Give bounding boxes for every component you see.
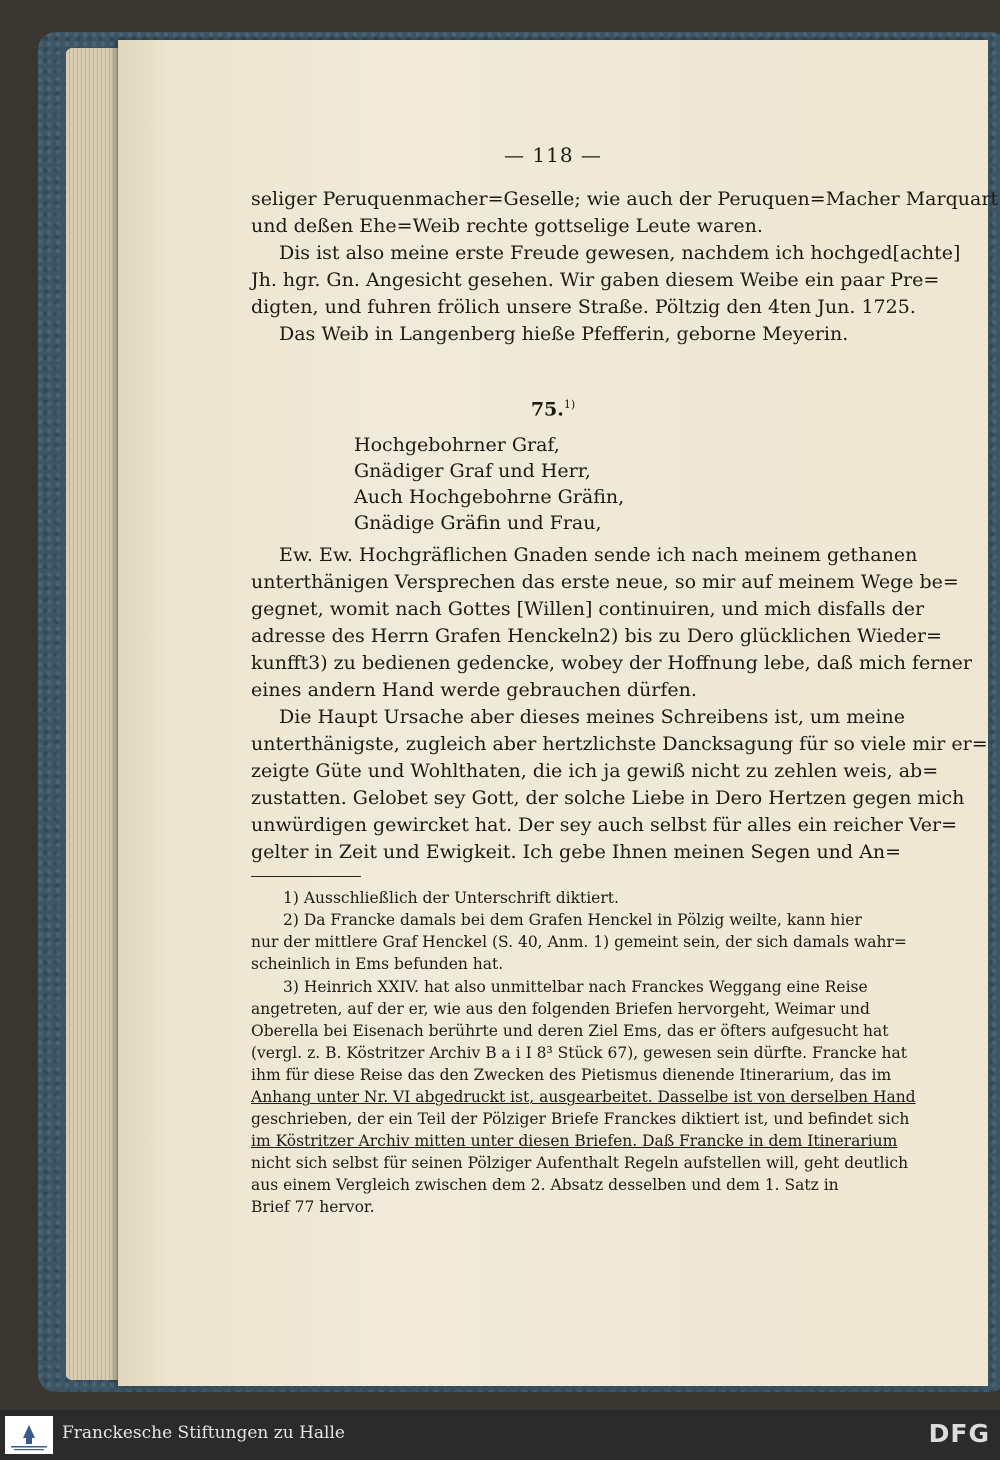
footer-title: Franckesche Stiftungen zu Halle [62, 1423, 345, 1443]
text-line: zustatten. Gelobet sey Gott, der solche Liebe in Dero Hertzen gegen mich [251, 787, 965, 809]
footnote-line: im Köstritzer Archiv mitten unter diesen Briefen. Daß Francke in dem Itinerarium [251, 1132, 898, 1150]
footnote-line: angetreten, auf der er, wie aus den folgenden Briefen hervorgeht, Weimar und [251, 1000, 870, 1018]
footnote-line: (vergl. z. B. Köstritzer Archiv B a i I 8³ Stück 67), gewesen sein dürfte. Francke hat [251, 1044, 908, 1062]
dfg-logo: DFG [928, 1419, 990, 1448]
footnote-line: nur der mittlere Graf Henckel (S. 40, Anm. 1) gemeint sein, der sich damals wahr= [251, 933, 907, 951]
salutation-line: Hochgebohrner Graf, [354, 434, 560, 456]
paragraph-weib: Das Weib in Langenberg hieße Pfefferin, geborne Meyerin. [279, 323, 849, 345]
text-line: Die Haupt Ursache aber dieses meines Schreibens ist, um meine [279, 706, 906, 728]
franckesche-stiftungen-logo-icon [5, 1416, 53, 1454]
footnote-line: 3) Heinrich XXIV. hat also unmittelbar nach Franckes Weggang eine Reise [283, 978, 868, 996]
text-line: Dis ist also meine erste Freude gewesen, nachdem ich hochged[achte] [279, 242, 961, 264]
footnote-line: Oberella bei Eisenach berührte und deren Ziel Ems, das er öfters aufgesucht hat [251, 1022, 889, 1040]
footnote-line: aus einem Vergleich zwischen dem 2. Absatz desselben und dem 1. Satz in [251, 1176, 839, 1194]
text-line: Ew. Ew. Hochgräflichen Gnaden sende ich nach meinem gethanen [279, 544, 918, 566]
text-line: seliger Peruquenmacher=Geselle; wie auch der Peruquen=Macher Marquart [251, 188, 999, 210]
footnote-line: geschrieben, der ein Teil der Pölziger Briefe Franckes diktiert ist, und befindet sich [251, 1110, 910, 1128]
text-line: unwürdigen gewircket hat. Der sey auch selbst für alles ein reicher Ver= [251, 814, 958, 836]
text-line: unterthänigen Versprechen das erste neue, so mir auf meinem Wege be= [251, 571, 959, 593]
text-line: gegnet, womit nach Gottes [Willen] continuiren, und mich disfalls der [251, 598, 925, 620]
footnote-divider [251, 876, 361, 877]
footnote-ref: 1) [563, 398, 576, 411]
text-line: und deßen Ehe=Weib rechte gottselige Leute waren. [251, 215, 763, 237]
footer-bar [0, 1410, 1000, 1460]
book-page [118, 40, 999, 1386]
footnote-line: Anhang unter Nr. VI abgedruckt ist, ausgearbeitet. Dasselbe ist von derselben Hand [251, 1088, 916, 1106]
text-line: gelter in Zeit und Ewigkeit. Ich gebe Ihnen meinen Segen und An= [251, 841, 901, 863]
footnote-line: nicht sich selbst für seinen Pölziger Aufenthalt Regeln aufstellen will, geht deutlich [251, 1154, 909, 1172]
letter-number [118, 392, 988, 422]
footnote-1: 1) Ausschließlich der Unterschrift diktiert. [283, 889, 619, 907]
page-number: — 118 — [504, 143, 602, 167]
text-line: Jh. hgr. Gn. Angesicht gesehen. Wir gaben diesem Weibe ein paar Pre= [251, 269, 940, 291]
text-line: zeigte Güte und Wohlthaten, die ich ja gewiß nicht zu zehlen weis, ab= [251, 760, 939, 782]
salutation-line: Gnädiger Graf und Herr, [354, 460, 591, 482]
salutation-line: Auch Hochgebohrne Gräfin, [354, 486, 625, 508]
text-line: eines andern Hand werde gebrauchen dürfen. [251, 679, 697, 701]
letter-number-value: 75. [530, 398, 564, 421]
salutation-line: Gnädige Gräfin und Frau, [354, 512, 602, 534]
page-edges [66, 48, 126, 1380]
text-line: adresse des Herrn Grafen Henckeln2) bis zu Dero glücklichen Wieder= [251, 625, 942, 647]
footnote-line: Brief 77 hervor. [251, 1198, 375, 1216]
footnote-line: scheinlich in Ems befunden hat. [251, 955, 504, 973]
footnote-line: 2) Da Francke damals bei dem Grafen Henckel in Pölzig weilte, kann hier [283, 911, 862, 929]
text-line: unterthänigste, zugleich aber hertzlichste Dancksagung für so viele mir er= [251, 733, 988, 755]
text-line: kunfft3) zu bedienen gedencke, wobey der Hoffnung lebe, daß mich ferner [251, 652, 972, 674]
text-line: digten, und fuhren frölich unsere Straße. Pöltzig den 4ten Jun. 1725. [251, 296, 916, 318]
footnote-line: ihm für diese Reise das den Zwecken des Pietismus dienende Itinerarium, das im [251, 1066, 892, 1084]
